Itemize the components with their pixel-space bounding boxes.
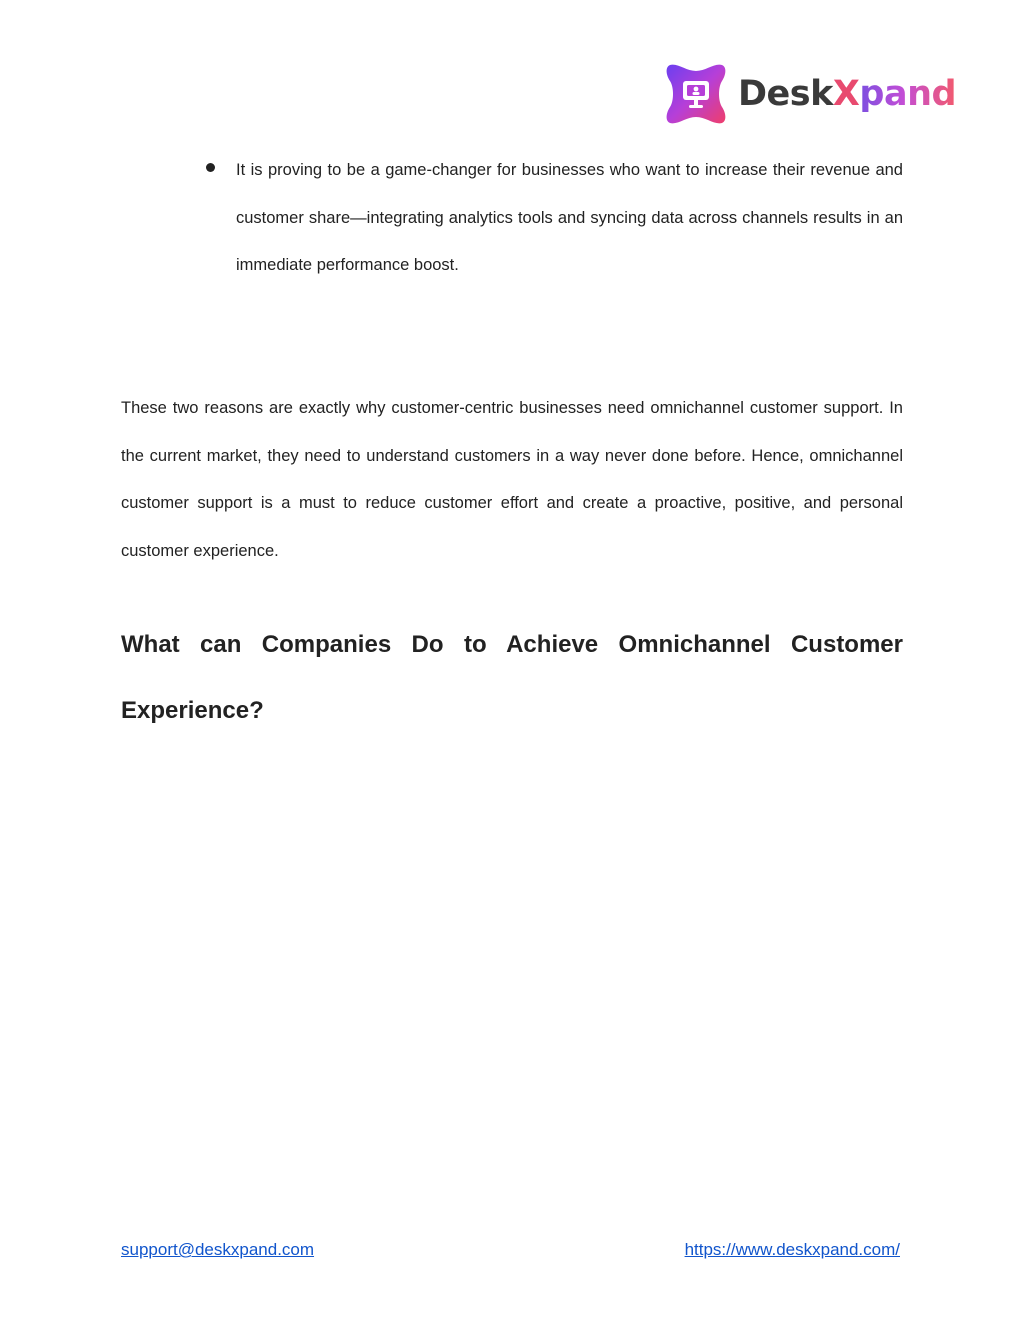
footer-email-link[interactable]: support@deskxpand.com [121,1240,315,1259]
deskxpand-logo-icon [664,61,728,127]
logo-word-x: X [832,73,860,114]
logo-word-desk: Desk [738,73,833,114]
deskxpand-logo [664,60,956,128]
section-heading: What can Companies Do to Achieve Omnichannel Customer Experience? [121,631,903,724]
bullet-marker [206,163,215,172]
footer-website-link[interactable]: https://www.deskxpand.com/ [684,1240,900,1259]
body-paragraph: These two reasons are exactly why customer-centric businesses need omnichannel customer support. In the current market, they need to understand customers in a way never done before. Hence, omnichannel customer support is a must to reduce customer effort and create a proactive, positive, and personal customer experience. [121,399,903,560]
logo-wordmark [738,73,957,114]
logo-word-pand: pand [859,73,957,114]
bullet-item-text: It is proving to be a game-changer for businesses who want to increase their revenue and customer share—integrating analytics tools and syncing data across channels results in an immediate performance boost. [236,161,903,274]
